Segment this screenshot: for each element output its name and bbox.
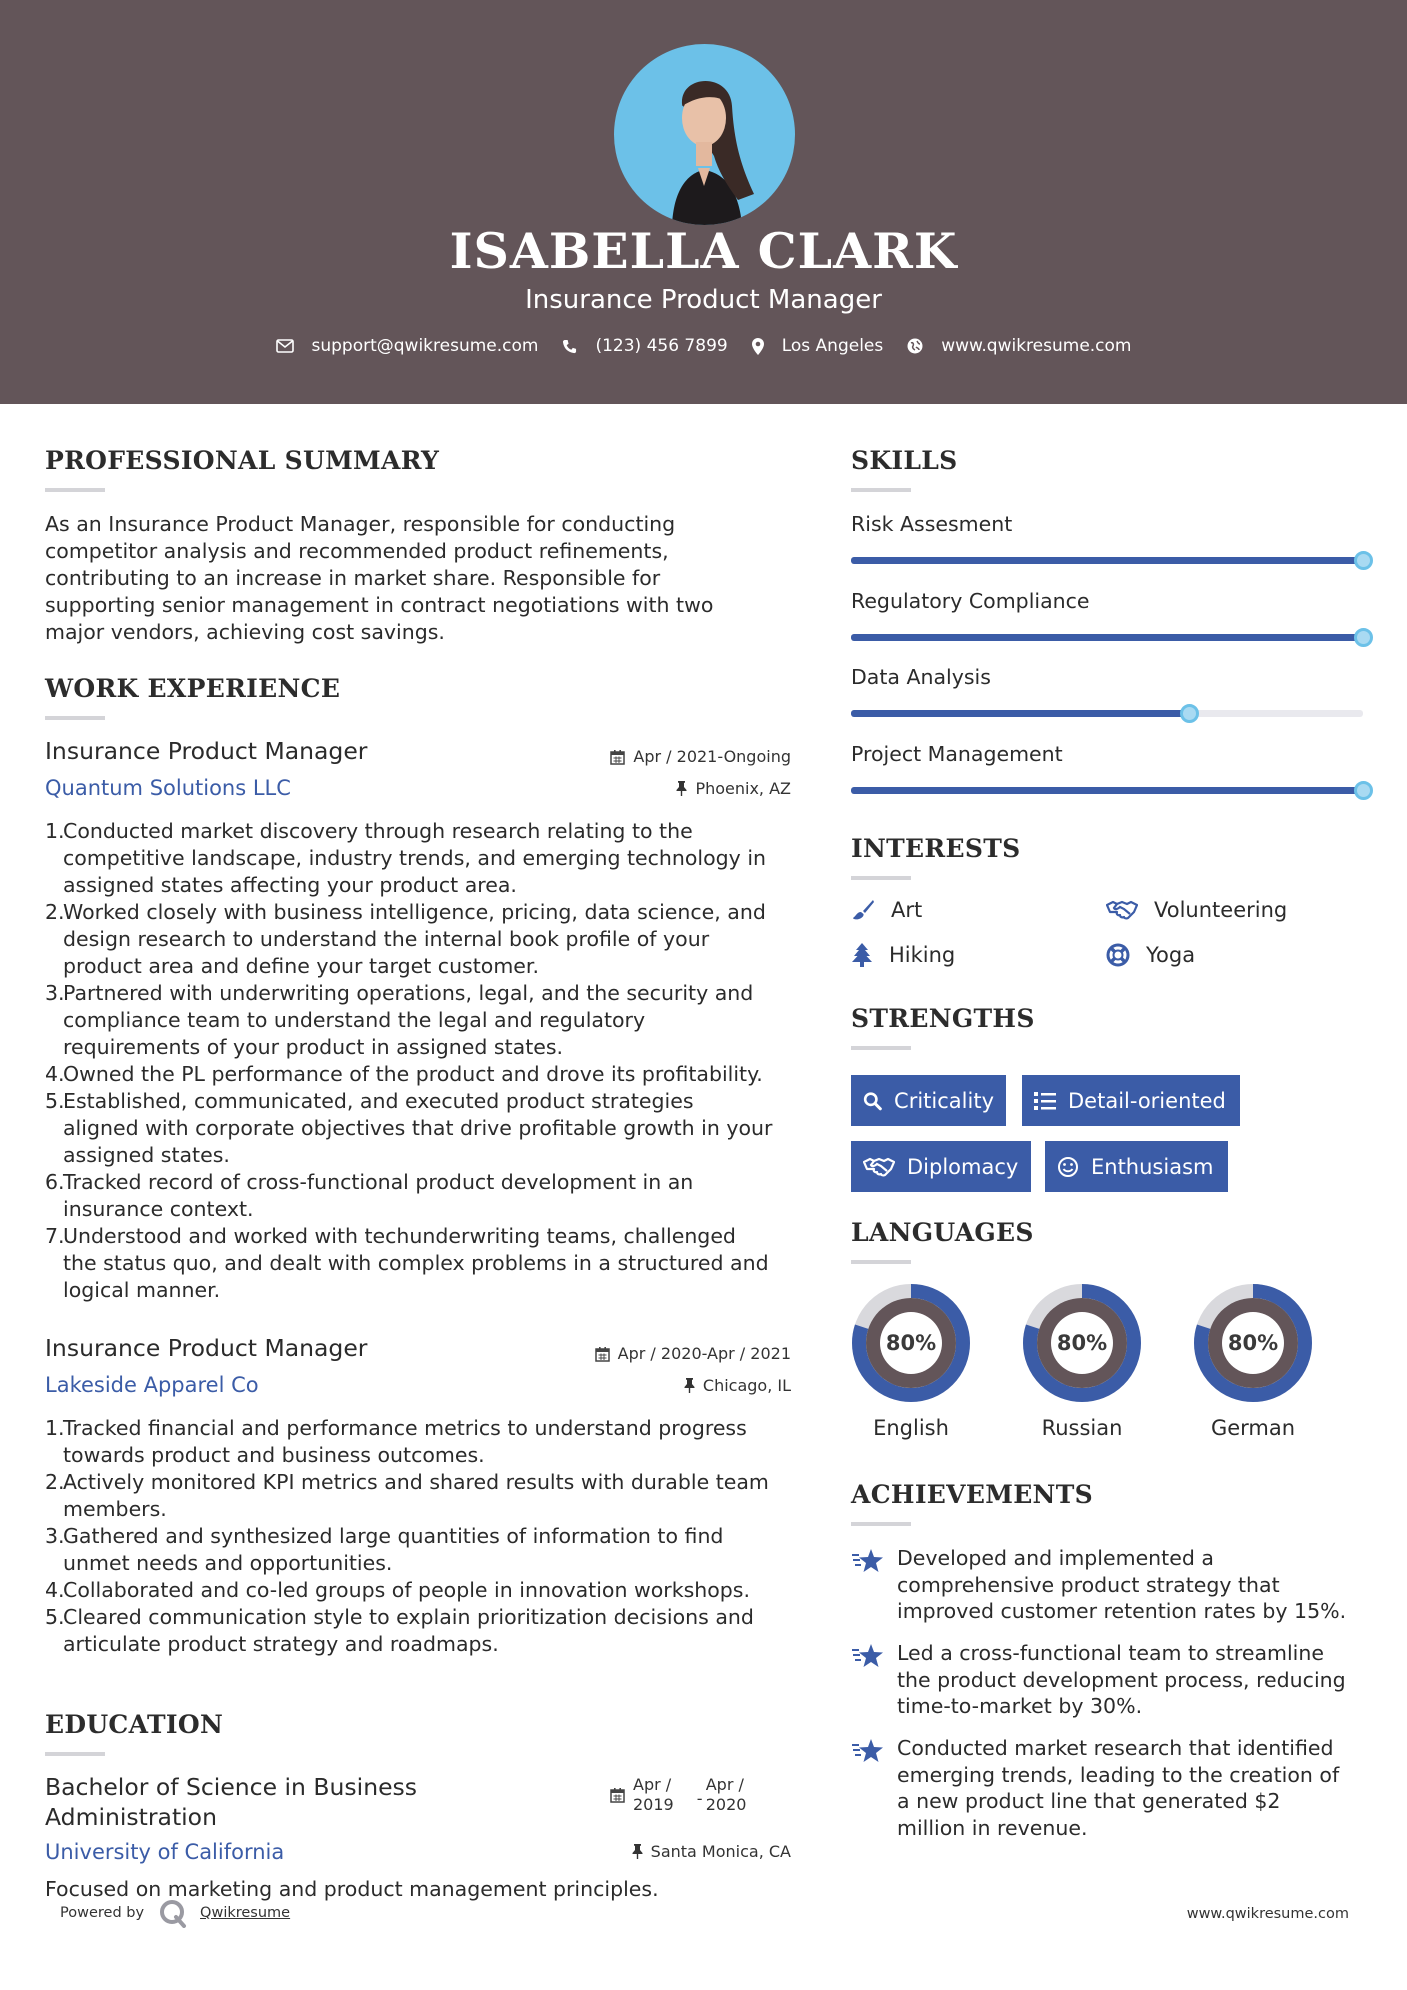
job-dates — [610, 747, 791, 766]
skill-label: Project Management — [851, 742, 1063, 766]
list-item — [45, 899, 795, 980]
list-number: 3. — [45, 981, 65, 1005]
summary-heading-rule — [45, 488, 105, 492]
language-item — [1191, 1282, 1315, 1440]
handshake-icon — [1106, 899, 1138, 921]
language-ring — [850, 1282, 972, 1404]
job-dates-text: Apr / 2020-Apr / 2021 — [617, 1344, 791, 1363]
list-line: unmet needs and opportunities. — [63, 1551, 393, 1575]
achievement-line: Developed and implemented a — [897, 1546, 1214, 1570]
list-number: 2. — [45, 900, 65, 924]
job-location-text: Phoenix, AZ — [695, 779, 791, 798]
skill-bar — [851, 710, 1363, 717]
language-name: German — [1210, 1416, 1296, 1440]
job-company[interactable]: Lakeside Apparel Co — [45, 1373, 259, 1397]
summary-line: competitor analysis and recommended product refinements, — [45, 539, 669, 563]
summary-line: contributing to an increase in market share. Responsible for — [45, 566, 661, 590]
list-item — [45, 818, 795, 899]
achievement-text — [897, 1545, 1346, 1625]
date-line: 2020 — [705, 1795, 747, 1814]
school-name[interactable]: University of California — [45, 1840, 285, 1864]
list-line: towards product and business outcomes. — [63, 1443, 485, 1467]
interest-label: Hiking — [889, 943, 956, 967]
education-location-text: Santa Monica, CA — [650, 1842, 791, 1861]
skill-label: Data Analysis — [851, 665, 991, 689]
pushpin-icon — [676, 781, 687, 796]
job-bullets — [45, 818, 795, 1304]
qwikresume-logo-icon — [158, 1898, 188, 1928]
paint-brush-icon — [851, 899, 875, 921]
achievement-text — [897, 1640, 1346, 1720]
list-line: design research to understand the internal book profile of your — [63, 927, 710, 951]
achievement-item — [851, 1640, 1371, 1720]
contact-bar — [0, 336, 1407, 356]
skill-bar — [851, 787, 1363, 794]
languages-heading-rule — [851, 1260, 911, 1264]
interest-yoga — [1106, 943, 1195, 967]
life-ring-icon — [1106, 943, 1130, 967]
list-number: 4. — [45, 1062, 65, 1086]
strength-chip — [851, 1075, 1006, 1126]
skills-heading-rule — [851, 488, 911, 492]
degree-line: Bachelor of Science in Business — [45, 1773, 418, 1801]
language-name: Russian — [1041, 1416, 1123, 1440]
calendar-icon — [610, 749, 625, 765]
list-line: Partnered with underwriting operations, legal, and the security and — [63, 981, 754, 1005]
date-line: Apr / — [633, 1775, 672, 1794]
list-line: competitive landscape, industry trends, and emerging technology in — [63, 846, 767, 870]
achievements-heading-rule — [851, 1522, 911, 1526]
list-line: Established, communicated, and executed product strategies — [63, 1089, 694, 1113]
job-location — [676, 779, 791, 798]
person-avatar-icon — [614, 44, 795, 225]
list-item — [45, 1577, 795, 1604]
interest-label: Yoga — [1146, 943, 1196, 967]
envelope-icon — [276, 339, 294, 353]
job-location — [684, 1376, 791, 1395]
candidate-title: Insurance Product Manager — [525, 285, 882, 315]
star-badge-icon — [851, 1642, 885, 1672]
experience-heading-rule — [45, 716, 105, 720]
list-number: 4. — [45, 1578, 65, 1602]
interest-art — [851, 898, 922, 922]
list-item — [45, 1061, 795, 1088]
map-pin-icon — [752, 338, 764, 355]
education-heading: EDUCATION — [45, 1710, 224, 1739]
achievement-item — [851, 1545, 1371, 1625]
strength-chip — [851, 1141, 1031, 1192]
skill-bar-fill — [851, 557, 1363, 564]
list-number: 3. — [45, 1524, 65, 1548]
tree-icon — [851, 943, 873, 967]
achievement-line: emerging trends, leading to the creation of — [897, 1762, 1340, 1787]
email-text: support@qwikresume.com — [311, 336, 539, 356]
strength-chip — [1045, 1141, 1228, 1192]
list-line: Conducted market discovery through research relating to the — [63, 819, 693, 843]
list-number: 5. — [45, 1605, 65, 1629]
star-badge-icon — [851, 1547, 885, 1577]
degree-title — [45, 1772, 417, 1832]
list-line: Actively monitored KPI metrics and shared results with durable team — [63, 1470, 769, 1494]
job-title: Insurance Product Manager — [45, 737, 368, 765]
skill-label: Risk Assesment — [851, 512, 1013, 536]
skill-bar — [851, 634, 1363, 641]
list-line: compliance team to understand the legal and regulatory — [63, 1008, 646, 1032]
list-item — [45, 1088, 795, 1169]
achievement-line: Conducted market research that identified — [897, 1736, 1334, 1760]
language-percent: 80% — [885, 1331, 937, 1355]
education-description: Focused on marketing and product management principles. — [45, 1877, 659, 1901]
list-item — [45, 1223, 795, 1304]
job-title: Insurance Product Manager — [45, 1334, 368, 1362]
list-line: Understood and worked with techunderwriting teams, challenged — [63, 1224, 736, 1248]
list-line: assigned states affecting your product area. — [63, 873, 517, 897]
achievement-line: improved customer retention rates by 15%. — [897, 1599, 1347, 1623]
skill-bar-knob — [1354, 628, 1373, 647]
job-bullets — [45, 1415, 795, 1658]
list-line: logical manner. — [63, 1278, 221, 1302]
skill-label: Regulatory Compliance — [851, 589, 1090, 613]
strength-label: Enthusiasm — [1091, 1154, 1214, 1179]
language-percent: 80% — [1227, 1331, 1279, 1355]
language-name: English — [873, 1416, 949, 1440]
list-line: Gathered and synthesized large quantities of information to find — [63, 1524, 724, 1548]
strengths-heading: STRENGTHS — [851, 1004, 1035, 1033]
skill-bar-fill — [851, 787, 1363, 794]
list-icon — [1034, 1091, 1056, 1111]
smile-icon — [1057, 1156, 1079, 1178]
interest-label: Art — [891, 898, 923, 922]
list-number: 1. — [45, 1416, 65, 1440]
list-number: 7. — [45, 1224, 65, 1248]
interest-label: Volunteering — [1154, 898, 1288, 922]
achievement-line: million in revenue. — [897, 1815, 1088, 1840]
search-icon — [863, 1090, 882, 1112]
achievement-line: a new product line that generated $2 — [897, 1789, 1281, 1813]
job-company[interactable]: Quantum Solutions LLC — [45, 776, 291, 800]
list-line: aligned with corporate objectives that drive profitable growth in your — [63, 1116, 773, 1140]
list-line: the status quo, and dealt with complex problems in a structured and — [63, 1251, 769, 1275]
skill-bar — [851, 557, 1363, 564]
language-item — [849, 1282, 973, 1440]
list-item — [45, 1169, 795, 1223]
achievement-text — [897, 1735, 1339, 1841]
list-number: 2. — [45, 1470, 65, 1494]
list-line: product area and define your target customer. — [63, 954, 539, 978]
footer-website[interactable]: www.qwikresume.com — [1186, 1906, 1349, 1922]
pushpin-icon — [684, 1378, 695, 1393]
star-badge-icon — [851, 1737, 885, 1767]
achievement-line: comprehensive product strategy that — [897, 1572, 1280, 1597]
skill-bar-knob — [1354, 551, 1373, 570]
handshake-icon — [863, 1156, 895, 1178]
list-line: members. — [63, 1497, 167, 1521]
list-number: 1. — [45, 819, 65, 843]
languages-heading: LANGUAGES — [851, 1218, 1034, 1247]
experience-heading: WORK EXPERIENCE — [45, 674, 341, 703]
education-location — [632, 1842, 791, 1861]
interests-heading: INTERESTS — [851, 834, 1021, 863]
language-item — [1020, 1282, 1144, 1440]
calendar-icon — [610, 1787, 625, 1803]
job-dates — [595, 1344, 791, 1363]
list-line: Owned the PL performance of the product and drove its profitability. — [63, 1062, 763, 1086]
skill-bar-fill — [851, 634, 1363, 641]
skill-bar-knob — [1180, 704, 1199, 723]
website-text: www.qwikresume.com — [941, 336, 1132, 356]
strengths-heading-rule — [851, 1046, 911, 1050]
language-ring — [1021, 1282, 1143, 1404]
strength-label: Diplomacy — [907, 1154, 1019, 1179]
achievement-line: Led a cross-functional team to streamline — [897, 1641, 1324, 1665]
list-line: Tracked record of cross-functional product development in an — [63, 1170, 694, 1194]
pushpin-icon — [632, 1844, 643, 1859]
list-item — [45, 1604, 795, 1658]
location-text: Los Angeles — [781, 336, 884, 356]
interest-volunteering — [1106, 898, 1287, 922]
list-item — [45, 1415, 795, 1469]
list-item — [45, 980, 795, 1061]
contact-email[interactable] — [276, 336, 539, 356]
summary-heading: PROFESSIONAL SUMMARY — [45, 446, 440, 475]
contact-location — [752, 336, 884, 356]
list-line: assigned states. — [63, 1143, 230, 1167]
phone-icon — [562, 339, 577, 354]
phone-text: (123) 456 7899 — [595, 336, 728, 356]
achievement-line: the product development process, reducing — [897, 1667, 1346, 1692]
list-line: requirements of your product in assigned states. — [63, 1035, 564, 1059]
profile-photo — [614, 44, 795, 225]
list-line: Collaborated and co-led groups of people in innovation workshops. — [63, 1578, 751, 1602]
degree-line: Administration — [45, 1803, 217, 1831]
list-line: Cleared communication style to explain prioritization decisions and — [63, 1605, 754, 1629]
list-line: Worked closely with business intelligence, pricing, data science, and — [63, 900, 766, 924]
date-separator: - — [696, 1789, 703, 1808]
achievements-heading: ACHIEVEMENTS — [851, 1480, 1093, 1509]
list-line: articulate product strategy and roadmaps. — [63, 1632, 499, 1656]
list-number: 5. — [45, 1089, 65, 1113]
language-ring — [1192, 1282, 1314, 1404]
calendar-icon — [595, 1346, 610, 1362]
contact-phone[interactable] — [562, 336, 727, 356]
interests-heading-rule — [851, 876, 911, 880]
list-number: 6. — [45, 1170, 65, 1194]
education-dates — [610, 1775, 746, 1815]
interest-hiking — [851, 943, 955, 967]
resume-header — [0, 0, 1407, 404]
strength-chip — [1022, 1075, 1240, 1126]
candidate-name: ISABELLA CLARK — [449, 222, 958, 280]
achievement-item — [851, 1735, 1371, 1841]
education-heading-rule — [45, 1752, 105, 1756]
list-item — [45, 1469, 795, 1523]
summary-line: major vendors, achieving cost savings. — [45, 620, 445, 644]
job-location-text: Chicago, IL — [702, 1376, 791, 1395]
list-line: Tracked financial and performance metrics to understand progress — [63, 1416, 747, 1440]
job-dates-text: Apr / 2021-Ongoing — [633, 747, 791, 766]
strength-label: Criticality — [894, 1088, 994, 1113]
strength-label: Detail-oriented — [1068, 1088, 1226, 1113]
summary-line: supporting senior management in contract negotiations with two — [45, 593, 714, 617]
summary-line: As an Insurance Product Manager, responsible for conducting — [45, 512, 676, 536]
date-line: 2019 — [633, 1795, 674, 1814]
date-line: Apr / — [705, 1775, 744, 1794]
language-percent: 80% — [1056, 1331, 1108, 1355]
skill-bar-fill — [851, 710, 1189, 717]
powered-by-text: Powered by — [60, 1905, 145, 1921]
contact-website[interactable] — [907, 336, 1131, 356]
education-start — [633, 1775, 674, 1815]
footer-branding — [60, 1898, 290, 1928]
skills-heading: SKILLS — [851, 446, 958, 475]
qwikresume-link[interactable]: Qwikresume — [200, 1905, 291, 1921]
summary-text — [45, 511, 713, 646]
achievement-line: time-to-market by 30%. — [897, 1694, 1143, 1718]
list-item — [45, 1523, 795, 1577]
education-end — [696, 1775, 747, 1815]
list-line: insurance context. — [63, 1197, 254, 1221]
globe-icon — [907, 338, 923, 354]
skill-bar-knob — [1354, 781, 1373, 800]
